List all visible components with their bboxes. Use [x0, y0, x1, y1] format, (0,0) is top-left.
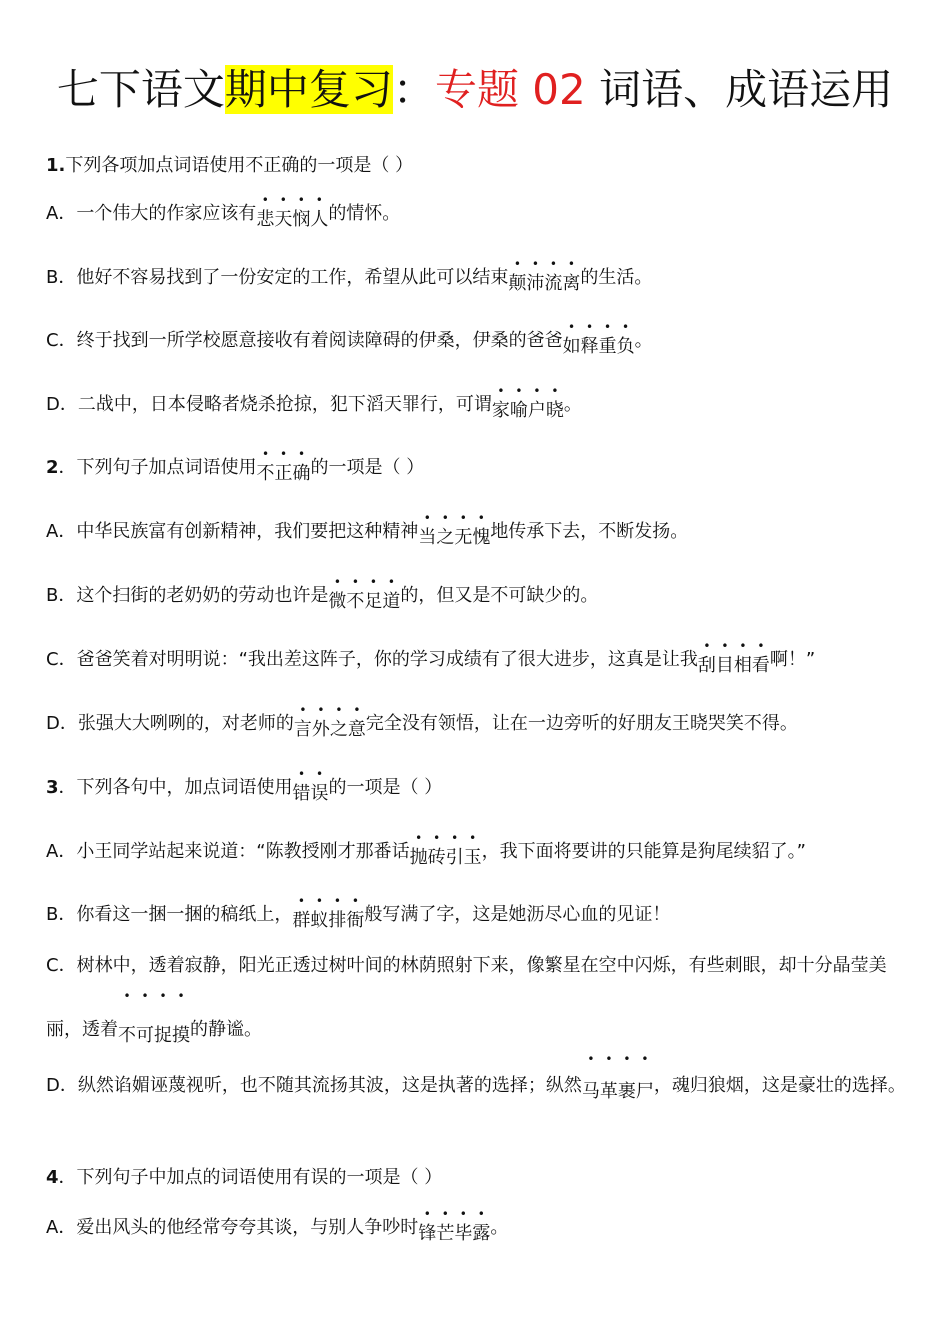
dotted-char: 排	[328, 910, 347, 931]
text-segment: 的一项是（ ）	[328, 777, 443, 798]
dotted-char: 晓	[545, 400, 564, 421]
dotted-char: 衙	[346, 910, 365, 931]
dotted-char: 摸	[172, 1025, 190, 1046]
question-text: 下列各项加点词语使用不正确的一项是（ ）	[65, 155, 414, 176]
dotted-char: 相	[733, 655, 752, 676]
text-segment: 完全没有领悟，让在一边旁听的好朋友王晓哭笑不得。	[365, 713, 798, 734]
text-segment: B．这个扫街的老奶奶的劳动也许是	[46, 585, 329, 606]
text-segment: 般写满了字，这是她沥尽心血的见证！	[364, 904, 671, 925]
dotted-char: 离	[562, 273, 581, 294]
question-1-option-a	[46, 202, 910, 230]
text-segment: 的生活。	[580, 267, 653, 288]
text-segment: C．爸爸笑着对明明说：“我出差这阵子，你的学习成绩有了很大进步，这真是让我	[46, 649, 698, 670]
dotted-char: 颠	[508, 273, 527, 294]
dotted-char: 抛	[409, 847, 428, 868]
question-1-option-b	[46, 266, 910, 294]
title-highlight: 期中复习	[224, 65, 393, 114]
text-segment: C．树林中，透着寂静，阳光正透过树叶间的林荫照射下来，像繁星在空中闪烁，有些刺眼，却十分晶莹美丽，透着	[46, 955, 887, 1040]
dotted-char: 道	[382, 591, 401, 612]
text-segment: B．他好不容易找到了一份安定的工作，希望从此可以结束	[46, 267, 509, 288]
text-segment: A．中华民族富有创新精神，我们要把这种精神	[46, 521, 419, 542]
dotted-char: 天	[274, 209, 293, 230]
text-segment: ，我下面将要讲的只能算是狗尾续貂了。”	[481, 841, 806, 862]
dotted-char: 意	[347, 719, 366, 740]
text-segment: D．二战中，日本侵略者烧杀抢掠，犯下滔天罪行，可谓	[46, 394, 492, 415]
dotted-char: 误	[310, 783, 329, 804]
dotted-char: 正	[274, 463, 293, 484]
dotted-char: 错	[292, 783, 311, 804]
text-segment: D．张强大大咧咧的，对老师的	[46, 713, 294, 734]
dotted-char: 沛	[526, 273, 545, 294]
dotted-char: 引	[445, 847, 464, 868]
question-number: 1.	[46, 155, 66, 176]
question-2-option-b	[46, 584, 910, 612]
text-segment: B．你看这一捆一捆的稿纸上，	[46, 904, 293, 925]
dotted-char: 当	[418, 527, 437, 548]
dotted-char: 悯	[292, 209, 311, 230]
dotted-char: 流	[544, 273, 563, 294]
text-segment: A．一个伟大的作家应该有	[46, 203, 257, 224]
dotted-char: 重	[598, 336, 617, 357]
dotted-char: 不	[118, 1025, 136, 1046]
dotted-char: 捉	[154, 1025, 172, 1046]
dotted-char: 无	[454, 527, 473, 548]
dotted-char: 外	[311, 719, 330, 740]
text-segment: 。	[563, 394, 582, 415]
text-segment: 地传承下去，不断发扬。	[490, 521, 689, 542]
dotted-char: 群	[292, 910, 311, 931]
question-number: 4	[46, 1167, 59, 1188]
question-number: 3	[46, 777, 59, 798]
dotted-char: 马	[581, 1081, 600, 1102]
dotted-char: 家	[491, 400, 510, 421]
dotted-char: 玉	[463, 847, 482, 868]
dotted-char: 尸	[635, 1081, 654, 1102]
text-segment: A．小王同学站起来说道：“陈教授刚才那番话	[46, 841, 410, 862]
question-3-option-d	[46, 1061, 910, 1111]
dotted-char: 人	[310, 209, 329, 230]
question-3-option-c	[46, 934, 910, 1062]
question-number: 2	[46, 457, 59, 478]
title-topic: 词语、成语运用	[599, 65, 894, 114]
text-segment: 的一项是（ ）	[310, 457, 425, 478]
question-1-option-d	[46, 393, 910, 421]
dotted-char: 不	[256, 463, 275, 484]
dotted-char: 目	[715, 655, 734, 676]
dotted-char: 负	[616, 336, 635, 357]
dotted-char: 不	[346, 591, 365, 612]
text-segment: 的情怀。	[328, 203, 401, 224]
dotted-char: 革	[599, 1081, 618, 1102]
question-3-stem	[46, 776, 910, 804]
dotted-char: 言	[293, 719, 312, 740]
text-segment: 的，但又是不可缺少的。	[400, 585, 599, 606]
title-topic-number: 专题 02	[434, 65, 600, 114]
dotted-char: 看	[751, 655, 770, 676]
question-2-stem	[46, 456, 910, 484]
question-4-option-a	[46, 1216, 910, 1244]
dotted-char: 露	[472, 1223, 491, 1244]
dotted-char: 愧	[472, 527, 491, 548]
title-colon: ：	[392, 65, 435, 114]
question-1-stem	[46, 154, 910, 178]
dotted-char: 微	[328, 591, 347, 612]
dotted-char: 足	[364, 591, 383, 612]
question-2-option-c	[46, 648, 910, 676]
question-3-option-a	[46, 840, 910, 868]
text-segment: D．纵然谄媚诬蔑视听，也不随其流扬其波，这是执著的选择；纵然	[46, 1075, 582, 1096]
question-4-stem	[46, 1166, 910, 1190]
question-2-option-a	[46, 520, 910, 548]
text-segment: ．下列句子加点词语使用	[58, 457, 257, 478]
dotted-char: 如	[562, 336, 581, 357]
dotted-char: 确	[292, 463, 311, 484]
dotted-char: 释	[580, 336, 599, 357]
dotted-char: 之	[436, 527, 455, 548]
dotted-char: 户	[527, 400, 546, 421]
question-3-option-b	[46, 903, 910, 931]
dotted-char: 砖	[427, 847, 446, 868]
dotted-char: 蚁	[310, 910, 329, 931]
dotted-char: 锋	[418, 1223, 437, 1244]
dotted-char: 悲	[256, 209, 275, 230]
page-title	[0, 62, 950, 118]
question-1-option-c	[46, 329, 910, 357]
text-segment: C．终于找到一所学校愿意接收有着阅读障碍的伊桑，伊桑的爸爸	[46, 330, 563, 351]
dotted-char: 喻	[509, 400, 528, 421]
text-segment: A．爱出风头的他经常夸夸其谈，与别人争吵时	[46, 1217, 419, 1238]
dotted-char: 裹	[617, 1081, 636, 1102]
text-segment: ，魂归狼烟，这是豪壮的选择。	[653, 1075, 906, 1096]
question-2-option-d	[46, 712, 910, 740]
dotted-char: 之	[329, 719, 348, 740]
dotted-char: 芒	[436, 1223, 455, 1244]
text-segment: ．下列句子中加点的词语使用有误的一项是（ ）	[58, 1167, 443, 1188]
text-segment: 的静谧。	[190, 1019, 262, 1040]
dotted-char: 可	[136, 1025, 154, 1046]
text-segment: 。	[634, 330, 653, 351]
title-text: 七下语文	[56, 65, 225, 114]
dotted-char: 毕	[454, 1223, 473, 1244]
text-segment: ．下列各句中，加点词语使用	[58, 777, 293, 798]
text-segment: 。	[490, 1217, 509, 1238]
dotted-char: 刮	[697, 655, 716, 676]
text-segment: 啊！”	[769, 649, 816, 670]
